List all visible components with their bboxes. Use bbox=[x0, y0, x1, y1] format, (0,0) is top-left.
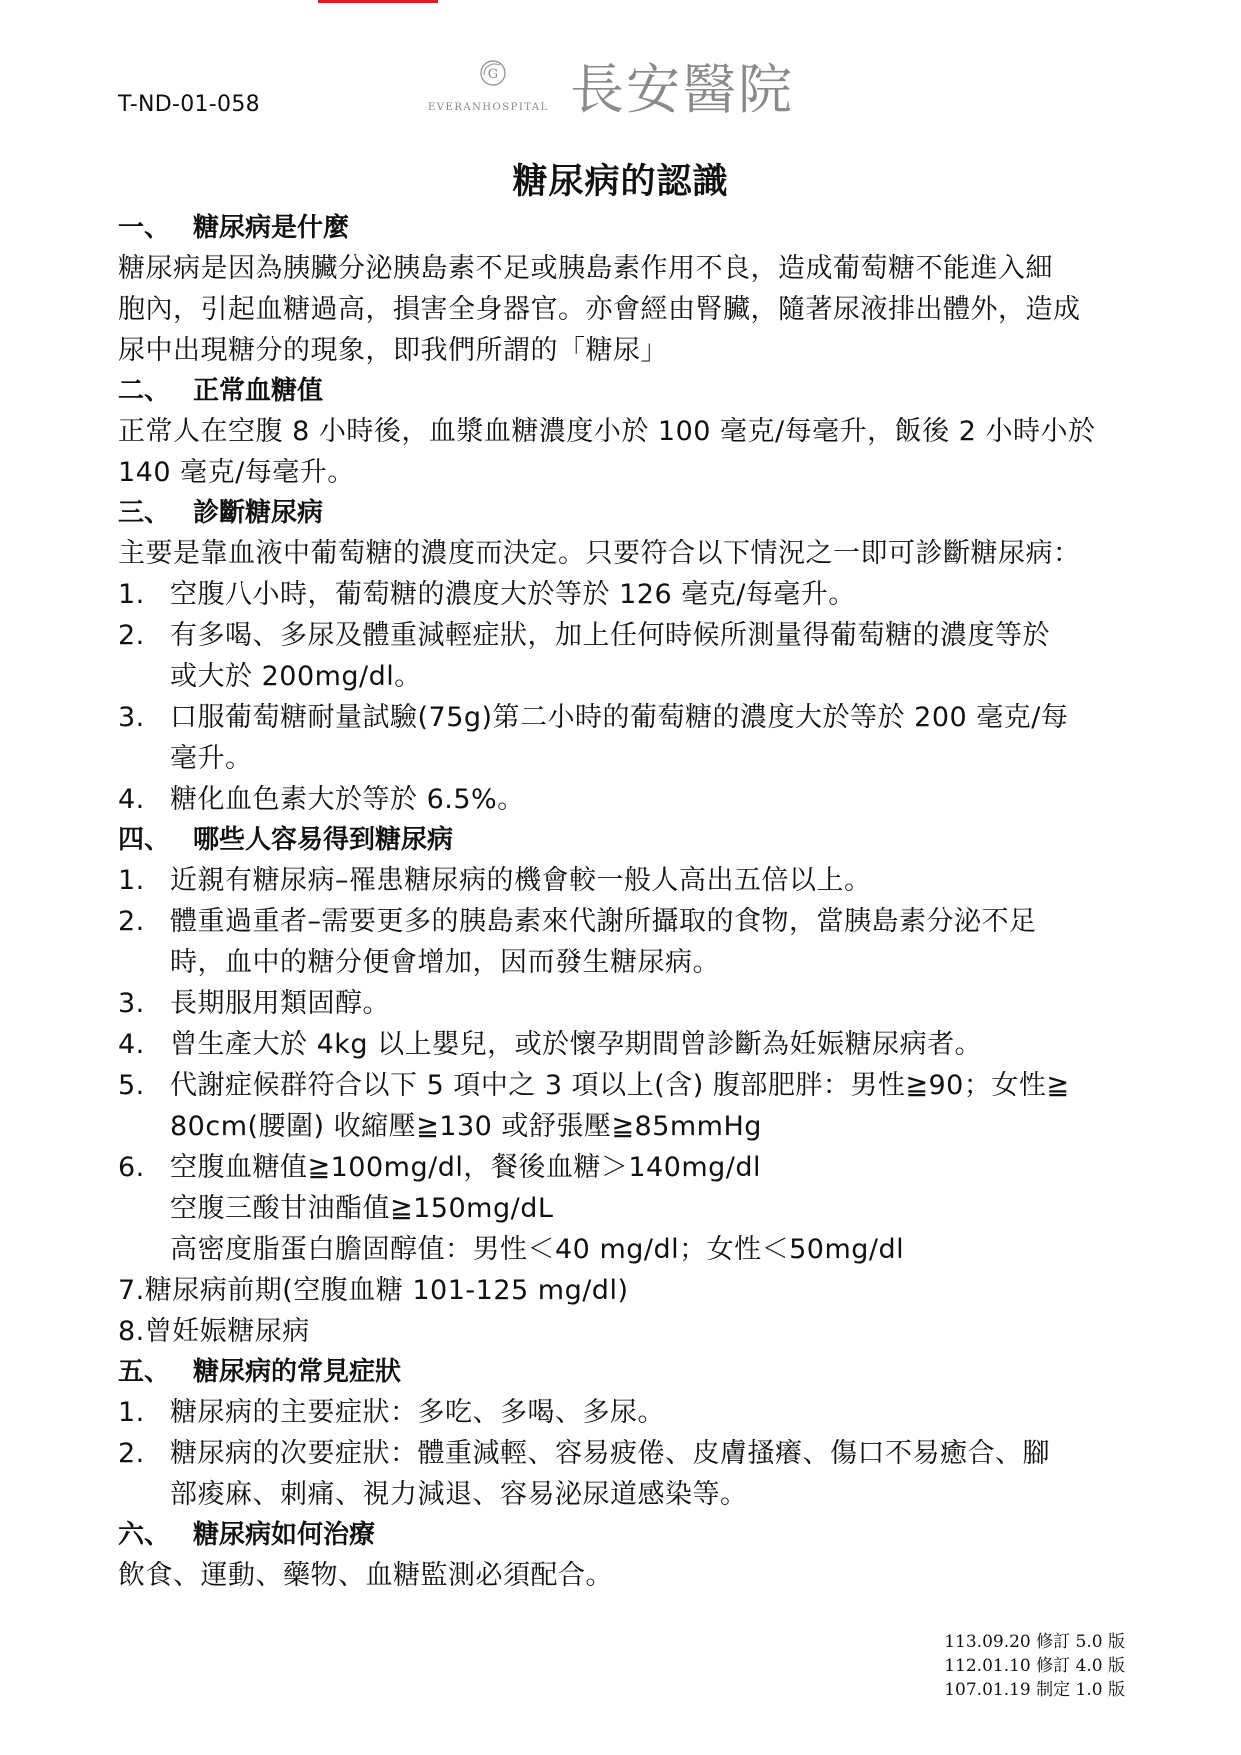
section-heading-text: 糖尿病的常見症狀 bbox=[193, 1357, 402, 1387]
list-item-number: 2. bbox=[118, 906, 145, 937]
list-item-line: 空腹三酸甘油酯值≧150mg/dL bbox=[170, 1193, 554, 1224]
list-line: 7.糖尿病前期(空腹血糖 101-125 mg/dl) bbox=[118, 1275, 629, 1306]
list-item bbox=[118, 983, 1138, 1024]
section-heading bbox=[118, 1515, 1138, 1555]
list-line: 8.曾妊娠糖尿病 bbox=[118, 1316, 310, 1347]
section-number: 五、 bbox=[118, 1357, 171, 1387]
section-4 bbox=[118, 820, 1138, 1352]
paragraph-line: 140 毫克/每毫升。 bbox=[118, 457, 355, 488]
section-heading bbox=[118, 493, 1138, 533]
list-item-line: 部痠麻、刺痛、視力減退、容易泌尿道感染等。 bbox=[170, 1479, 748, 1510]
section-number: 二、 bbox=[118, 376, 171, 406]
page-title: 糖尿病的認識 bbox=[512, 162, 729, 202]
list-item-line: 空腹血糖值≧100mg/dl，餐後血糖＞140mg/dl bbox=[170, 1152, 762, 1183]
hospital-logo bbox=[428, 58, 828, 124]
list-item-number: 5. bbox=[118, 1070, 145, 1101]
list-item-number: 1. bbox=[118, 579, 145, 610]
section-2 bbox=[118, 371, 1138, 493]
section-intro: 主要是靠血液中葡萄糖的濃度而決定。只要符合以下情況之一即可診斷糖尿病： bbox=[118, 538, 1081, 569]
list-item-number: 1. bbox=[118, 865, 145, 896]
top-red-mark bbox=[318, 0, 438, 3]
section-heading bbox=[118, 208, 1138, 248]
section-heading bbox=[118, 1352, 1138, 1392]
paragraph-line: 胞內，引起血糖過高，損害全身器官。亦會經由腎臟，隨著尿液排出體外，造成 bbox=[118, 294, 1081, 325]
list-item-line: 代謝症候群符合以下 5 項中之 3 項以上(含) 腹部肥胖：男性≧90；女性≧ bbox=[170, 1070, 1070, 1101]
list-item-number: 2. bbox=[118, 1438, 145, 1469]
list-item-line: 時，血中的糖分便會增加，因而發生糖尿病。 bbox=[170, 947, 720, 978]
document-body bbox=[118, 208, 1138, 1596]
section-3 bbox=[118, 493, 1138, 820]
list-item bbox=[118, 1147, 1138, 1270]
hospital-name-english: EVERANHOSPITAL bbox=[428, 102, 549, 113]
list-item bbox=[118, 1433, 1138, 1515]
paragraph-line: 正常人在空腹 8 小時後，血漿血糖濃度小於 100 毫克/每毫升，飯後 2 小時小於 bbox=[118, 416, 1096, 447]
list-item-number: 3. bbox=[118, 702, 145, 733]
list-item-line: 長期服用類固醇。 bbox=[170, 988, 390, 1019]
revision-history bbox=[944, 1630, 1125, 1702]
hospital-name-chinese: 長安醫院 bbox=[570, 58, 794, 121]
list-item bbox=[118, 615, 1138, 697]
list-item-line: 有多喝、多尿及體重減輕症狀，加上任何時候所測量得葡萄糖的濃度等於 bbox=[170, 620, 1050, 651]
list-item-number: 6. bbox=[118, 1152, 145, 1183]
section-heading bbox=[118, 371, 1138, 411]
revision-entry: 112.01.10 修訂 4.0 版 bbox=[944, 1656, 1125, 1676]
paragraph-line: 尿中出現糖分的現象，即我們所謂的「糖尿」 bbox=[118, 335, 668, 366]
list-item-line: 曾生產大於 4kg 以上嬰兒，或於懷孕期間曾診斷為妊娠糖尿病者。 bbox=[170, 1029, 983, 1060]
list-item bbox=[118, 901, 1138, 983]
section-1 bbox=[118, 208, 1138, 371]
revision-entry: 113.09.20 修訂 5.0 版 bbox=[944, 1632, 1125, 1652]
hospital-emblem-icon bbox=[478, 58, 508, 88]
list-item-line: 高密度脂蛋白膽固醇值：男性＜40 mg/dl；女性＜50mg/dl bbox=[170, 1234, 905, 1265]
section-heading-text: 診斷糖尿病 bbox=[193, 498, 324, 528]
section-heading-text: 哪些人容易得到糖尿病 bbox=[193, 825, 454, 855]
list-item-line: 或大於 200mg/dl。 bbox=[170, 661, 422, 692]
list-item bbox=[118, 697, 1138, 779]
section-6 bbox=[118, 1515, 1138, 1596]
list-item-line: 糖尿病的次要症狀：體重減輕、容易疲倦、皮膚搔癢、傷口不易癒合、腳 bbox=[170, 1438, 1050, 1469]
list-item-line: 糖尿病的主要症狀：多吃、多喝、多尿。 bbox=[170, 1397, 665, 1428]
paragraph-line: 糖尿病是因為胰臟分泌胰島素不足或胰島素作用不良，造成葡萄糖不能進入細 bbox=[118, 253, 1053, 284]
emblem-letter: G bbox=[487, 67, 499, 82]
list-item-number: 2. bbox=[118, 620, 145, 651]
list-item-number: 4. bbox=[118, 784, 145, 815]
list-item-line: 毫升。 bbox=[170, 743, 253, 774]
section-number: 一、 bbox=[118, 213, 171, 243]
paragraph-line: 飲食、運動、藥物、血糖監測必須配合。 bbox=[118, 1560, 613, 1591]
list-item-line: 口服葡萄糖耐量試驗(75g)第二小時的葡萄糖的濃度大於等於 200 毫克/每 bbox=[170, 702, 1069, 733]
section-number: 四、 bbox=[118, 825, 171, 855]
list-item bbox=[118, 1392, 1138, 1433]
list-item bbox=[118, 779, 1138, 820]
section-number: 三、 bbox=[118, 498, 171, 528]
list-item bbox=[118, 860, 1138, 901]
section-5 bbox=[118, 1352, 1138, 1515]
list-item-line: 80cm(腰圍) 收縮壓≧130 或舒張壓≧85mmHg bbox=[170, 1111, 762, 1142]
list-item-number: 4. bbox=[118, 1029, 145, 1060]
list-item bbox=[118, 1065, 1138, 1147]
section-heading-text: 糖尿病是什麼 bbox=[193, 213, 350, 243]
list-item bbox=[118, 574, 1138, 615]
list-item-number: 3. bbox=[118, 988, 145, 1019]
section-heading-text: 正常血糖值 bbox=[193, 376, 324, 406]
list-item-line: 糖化血色素大於等於 6.5%。 bbox=[170, 784, 525, 815]
document-code: T-ND-01-058 bbox=[118, 92, 260, 117]
section-heading-text: 糖尿病如何治療 bbox=[193, 1520, 376, 1550]
list-item-line: 近親有糖尿病–罹患糖尿病的機會較一般人高出五倍以上。 bbox=[170, 865, 872, 896]
revision-entry: 107.01.19 制定 1.0 版 bbox=[944, 1680, 1125, 1700]
section-number: 六、 bbox=[118, 1520, 171, 1550]
list-item-line: 體重過重者–需要更多的胰島素來代謝所攝取的食物，當胰島素分泌不足 bbox=[170, 906, 1037, 937]
list-item-number: 1. bbox=[118, 1397, 145, 1428]
list-item-line: 空腹八小時，葡萄糖的濃度大於等於 126 毫克/每毫升。 bbox=[170, 579, 856, 610]
section-heading bbox=[118, 820, 1138, 860]
list-item bbox=[118, 1024, 1138, 1065]
